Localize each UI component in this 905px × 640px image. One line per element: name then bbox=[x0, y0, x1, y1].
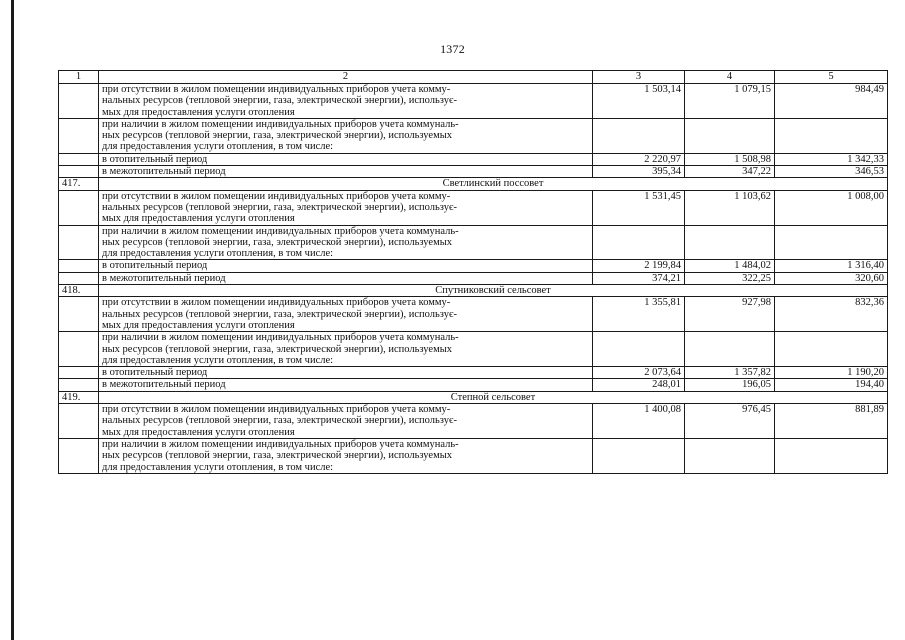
value-col-4: 1 103,62 bbox=[685, 190, 775, 225]
table-row bbox=[59, 297, 888, 332]
value-col-5: 194,40 bbox=[775, 379, 888, 391]
description-line: нальных ресурсов (тепловой энергии, газа, электрической энергии), использує- bbox=[102, 95, 457, 107]
description-line: при наличии в жилом помещении индивидуальных приборов учета коммуналь- bbox=[102, 225, 459, 237]
description-line: ных ресурсов (тепловой энергии, газа, электрической энергии), используемых bbox=[102, 236, 453, 248]
description-line: при отсутствии в жилом помещении индивидуальных приборов учета комму- bbox=[102, 297, 451, 309]
section-title: Светлинский поссовет bbox=[99, 178, 888, 190]
value-col-4: 976,45 bbox=[685, 404, 775, 439]
description-line: для предоставления услуги отопления, в том числе: bbox=[102, 141, 334, 153]
value-col-4: 1 079,15 bbox=[685, 84, 775, 119]
table-row bbox=[59, 379, 888, 391]
value-col-3: 395,34 bbox=[593, 166, 685, 178]
row-index bbox=[59, 367, 99, 379]
value-col-5: 881,89 bbox=[775, 404, 888, 439]
description-line: при отсутствии в жилом помещении индивидуальных приборов учета комму- bbox=[102, 404, 451, 416]
description-line: нальных ресурсов (тепловой энергии, газа, электрической энергии), использує- bbox=[102, 201, 457, 213]
value-col-3 bbox=[593, 225, 685, 260]
table-row bbox=[59, 438, 888, 473]
value-col-3 bbox=[593, 332, 685, 367]
description-line: мых для предоставления услуги отопления bbox=[102, 213, 295, 225]
row-description bbox=[99, 84, 593, 119]
value-col-5: 984,49 bbox=[775, 84, 888, 119]
value-col-4: 1 484,02 bbox=[685, 260, 775, 272]
value-col-3: 248,01 bbox=[593, 379, 685, 391]
value-col-5: 1 008,00 bbox=[775, 190, 888, 225]
description-line: ных ресурсов (тепловой энергии, газа, электрической энергии), используемых bbox=[102, 450, 453, 462]
row-description bbox=[99, 404, 593, 439]
row-index bbox=[59, 404, 99, 439]
value-col-4 bbox=[685, 438, 775, 473]
description-line: для предоставления услуги отопления, в том числе: bbox=[102, 248, 334, 260]
value-col-4: 322,25 bbox=[685, 272, 775, 284]
row-index bbox=[59, 297, 99, 332]
description-line: в отопительный период bbox=[102, 153, 208, 165]
table-row bbox=[59, 225, 888, 260]
value-col-5 bbox=[775, 438, 888, 473]
description-line: при отсутствии в жилом помещении индивидуальных приборов учета комму- bbox=[102, 190, 451, 202]
value-col-3: 2 220,97 bbox=[593, 153, 685, 165]
section-index: 417. bbox=[59, 178, 99, 190]
description-line: в отопительный период bbox=[102, 260, 208, 272]
header-col-5: 5 bbox=[775, 71, 888, 84]
table-row bbox=[59, 153, 888, 165]
description-line: для предоставления услуги отопления, в том числе: bbox=[102, 354, 334, 366]
table-row bbox=[59, 166, 888, 178]
description-line: нальных ресурсов (тепловой энергии, газа, электрической энергии), использує- bbox=[102, 308, 457, 320]
table-row bbox=[59, 118, 888, 153]
value-col-3: 1 531,45 bbox=[593, 190, 685, 225]
description-line: мых для предоставления услуги отопления bbox=[102, 106, 295, 118]
row-index bbox=[59, 225, 99, 260]
value-col-3: 2 073,64 bbox=[593, 367, 685, 379]
value-col-5 bbox=[775, 332, 888, 367]
description-line: в межотопительный период bbox=[102, 272, 226, 284]
description-line: при наличии в жилом помещении индивидуальных приборов учета коммуналь- bbox=[102, 332, 459, 344]
value-col-5: 832,36 bbox=[775, 297, 888, 332]
value-col-4: 1 508,98 bbox=[685, 153, 775, 165]
row-description bbox=[99, 297, 593, 332]
description-line: для предоставления услуги отопления, в том числе: bbox=[102, 461, 334, 473]
description-line: при наличии в жилом помещении индивидуальных приборов учета коммуналь- bbox=[102, 438, 459, 450]
table-row bbox=[59, 84, 888, 119]
value-col-5: 320,60 bbox=[775, 272, 888, 284]
value-col-5: 346,53 bbox=[775, 166, 888, 178]
table-row bbox=[59, 367, 888, 379]
section-row bbox=[59, 285, 888, 297]
value-col-5: 1 342,33 bbox=[775, 153, 888, 165]
row-index bbox=[59, 332, 99, 367]
table-row bbox=[59, 272, 888, 284]
value-col-4: 1 357,82 bbox=[685, 367, 775, 379]
value-col-4: 347,22 bbox=[685, 166, 775, 178]
section-title: Степной сельсовет bbox=[99, 391, 888, 403]
description-line: при отсутствии в жилом помещении индивидуальных приборов учета комму- bbox=[102, 84, 451, 95]
row-description bbox=[99, 190, 593, 225]
value-col-4 bbox=[685, 225, 775, 260]
value-col-5: 1 190,20 bbox=[775, 367, 888, 379]
description-line: нальных ресурсов (тепловой энергии, газа, электрической энергии), использує- bbox=[102, 415, 457, 427]
value-col-3: 1 503,14 bbox=[593, 84, 685, 119]
value-col-4 bbox=[685, 118, 775, 153]
value-col-3: 1 355,81 bbox=[593, 297, 685, 332]
header-col-1: 1 bbox=[59, 71, 99, 84]
row-index bbox=[59, 190, 99, 225]
row-description bbox=[99, 166, 593, 178]
header-col-3: 3 bbox=[593, 71, 685, 84]
table-body bbox=[59, 84, 888, 474]
table-row bbox=[59, 404, 888, 439]
value-col-4 bbox=[685, 332, 775, 367]
value-col-3: 374,21 bbox=[593, 272, 685, 284]
row-description bbox=[99, 153, 593, 165]
value-col-3 bbox=[593, 118, 685, 153]
description-line: при наличии в жилом помещении индивидуальных приборов учета коммуналь- bbox=[102, 118, 459, 130]
description-line: ных ресурсов (тепловой энергии, газа, электрической энергии), используемых bbox=[102, 130, 453, 142]
row-index bbox=[59, 260, 99, 272]
value-col-4: 196,05 bbox=[685, 379, 775, 391]
page-number: 1372 bbox=[440, 42, 465, 56]
header-col-4: 4 bbox=[685, 71, 775, 84]
section-row bbox=[59, 391, 888, 403]
row-description bbox=[99, 272, 593, 284]
row-index bbox=[59, 438, 99, 473]
row-description bbox=[99, 260, 593, 272]
row-description bbox=[99, 118, 593, 153]
section-row bbox=[59, 178, 888, 190]
row-index bbox=[59, 153, 99, 165]
row-description bbox=[99, 225, 593, 260]
row-index bbox=[59, 272, 99, 284]
table-row bbox=[59, 332, 888, 367]
value-col-4: 927,98 bbox=[685, 297, 775, 332]
description-line: в межотопительный период bbox=[102, 379, 226, 391]
scan-edge-line bbox=[11, 0, 14, 640]
table-row bbox=[59, 190, 888, 225]
row-index bbox=[59, 84, 99, 119]
value-col-3: 1 400,08 bbox=[593, 404, 685, 439]
row-description bbox=[99, 367, 593, 379]
value-col-3: 2 199,84 bbox=[593, 260, 685, 272]
tariff-table bbox=[58, 70, 888, 474]
value-col-5: 1 316,40 bbox=[775, 260, 888, 272]
section-index: 419. bbox=[59, 391, 99, 403]
section-title: Спутниковский сельсовет bbox=[99, 285, 888, 297]
row-description bbox=[99, 332, 593, 367]
description-line: мых для предоставления услуги отопления bbox=[102, 426, 295, 438]
table-header-row bbox=[59, 71, 888, 84]
description-line: ных ресурсов (тепловой энергии, газа, электрической энергии), используемых bbox=[102, 343, 453, 355]
description-line: мых для предоставления услуги отопления bbox=[102, 319, 295, 331]
row-description bbox=[99, 438, 593, 473]
row-index bbox=[59, 166, 99, 178]
value-col-3 bbox=[593, 438, 685, 473]
table-row bbox=[59, 260, 888, 272]
row-description bbox=[99, 379, 593, 391]
section-index: 418. bbox=[59, 285, 99, 297]
description-line: в отопительный период bbox=[102, 367, 208, 379]
value-col-5 bbox=[775, 118, 888, 153]
row-index bbox=[59, 379, 99, 391]
description-line: в межотопительный период bbox=[102, 166, 226, 178]
header-col-2: 2 bbox=[99, 71, 593, 84]
value-col-5 bbox=[775, 225, 888, 260]
row-index bbox=[59, 118, 99, 153]
